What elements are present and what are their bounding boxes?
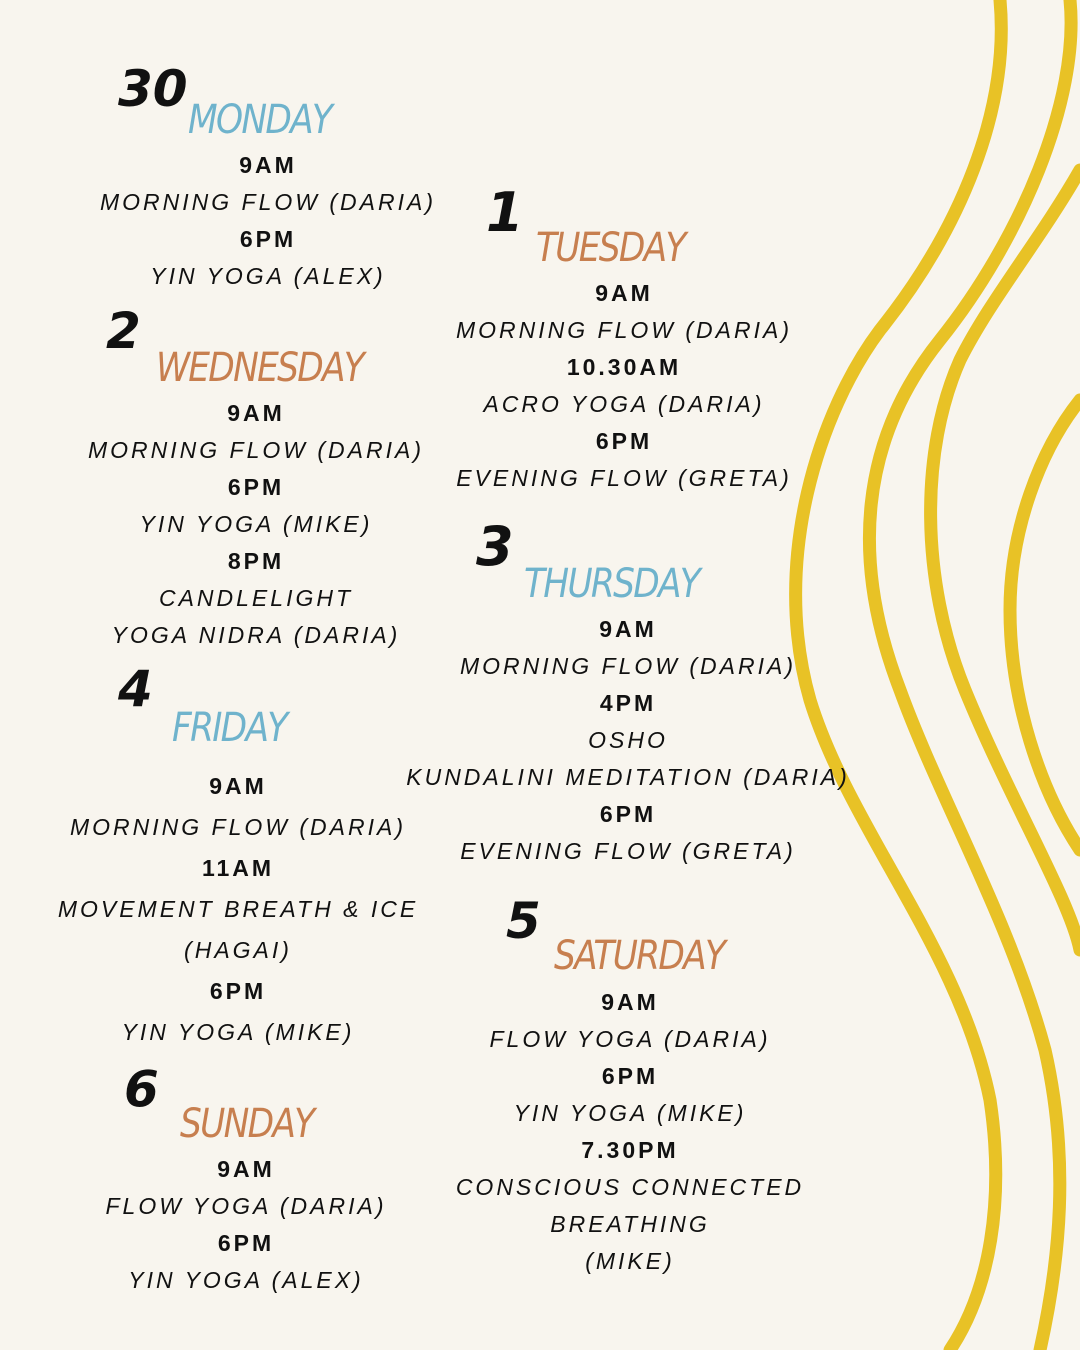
- session-class: ACRO YOGA (DARIA): [483, 391, 765, 417]
- date-number: 6: [124, 1060, 159, 1118]
- session-time: 9AM: [601, 989, 659, 1015]
- session-class: FLOW YOGA (DARIA): [489, 1026, 771, 1052]
- date-number: 30: [118, 60, 188, 118]
- day-name: SUNDAY: [180, 1101, 314, 1147]
- session-time: 11AM: [201, 855, 275, 881]
- session-time: 6PM: [599, 801, 657, 827]
- session-class: MORNING FLOW (DARIA): [88, 437, 424, 463]
- session-class: YIN YOGA (MIKE): [513, 1100, 747, 1126]
- session-time: 6PM: [217, 1230, 275, 1256]
- session-class: YOGA NIDRA (DARIA): [111, 622, 401, 648]
- session-time: 4PM: [599, 690, 657, 716]
- schedule-list: [430, 984, 830, 1280]
- session-time: 10.30AM: [566, 354, 682, 380]
- session-time: 7.30PM: [581, 1137, 679, 1163]
- session-class: CONSCIOUS CONNECTED: [455, 1174, 805, 1200]
- session-time: 6PM: [227, 474, 285, 500]
- session-class: CANDLELIGHT: [158, 585, 354, 611]
- session-class: FLOW YOGA (DARIA): [105, 1193, 387, 1219]
- session-time: 6PM: [601, 1063, 659, 1089]
- session-time: 9AM: [595, 280, 653, 306]
- session-class: MORNING FLOW (DARIA): [70, 814, 406, 840]
- day-name: WEDNESDAY: [156, 345, 364, 391]
- session-time: 9AM: [239, 152, 297, 178]
- session-class: EVENING FLOW (GRETA): [456, 465, 792, 491]
- session-class: EVENING FLOW (GRETA): [460, 838, 796, 864]
- session-class: (MIKE): [585, 1248, 675, 1274]
- session-time: 9AM: [209, 773, 267, 799]
- schedule-list: [68, 147, 468, 295]
- schedule-list: [398, 611, 858, 870]
- session-class: MORNING FLOW (DARIA): [460, 653, 796, 679]
- date-number: 4: [118, 660, 153, 718]
- session-time: 9AM: [599, 616, 657, 642]
- schedule-list: [56, 395, 456, 654]
- session-class: (HAGAI): [184, 937, 292, 963]
- day-name: SATURDAY: [554, 933, 725, 979]
- session-time: 6PM: [239, 226, 297, 252]
- session-class: BREATHING: [550, 1211, 710, 1237]
- session-class: YIN YOGA (ALEX): [128, 1267, 364, 1293]
- date-number: 3: [476, 515, 514, 578]
- date-number: 5: [506, 892, 541, 950]
- day-name: FRIDAY: [172, 705, 287, 751]
- day-name: MONDAY: [188, 97, 332, 143]
- schedule-list: [424, 275, 824, 497]
- session-class: MORNING FLOW (DARIA): [456, 317, 792, 343]
- session-class: KUNDALINI MEDITATION (DARIA): [406, 764, 850, 790]
- session-time: 8PM: [227, 548, 285, 574]
- session-class: YIN YOGA (MIKE): [121, 1019, 355, 1045]
- session-time: 6PM: [595, 428, 653, 454]
- session-class: MOVEMENT BREATH & ICE: [57, 896, 419, 922]
- session-time: 6PM: [209, 978, 267, 1004]
- session-time: 9AM: [217, 1156, 275, 1182]
- day-name: TUESDAY: [536, 225, 685, 271]
- session-class: YIN YOGA (MIKE): [139, 511, 373, 537]
- session-class: YIN YOGA (ALEX): [150, 263, 386, 289]
- date-number: 2: [106, 302, 141, 360]
- session-time: 9AM: [227, 400, 285, 426]
- date-number: 1: [486, 181, 524, 244]
- schedule-list: [46, 1151, 446, 1299]
- session-class: MORNING FLOW (DARIA): [100, 189, 436, 215]
- session-class: OSHO: [588, 727, 668, 753]
- day-name: THURSDAY: [524, 561, 700, 607]
- schedule-list: [38, 766, 438, 1053]
